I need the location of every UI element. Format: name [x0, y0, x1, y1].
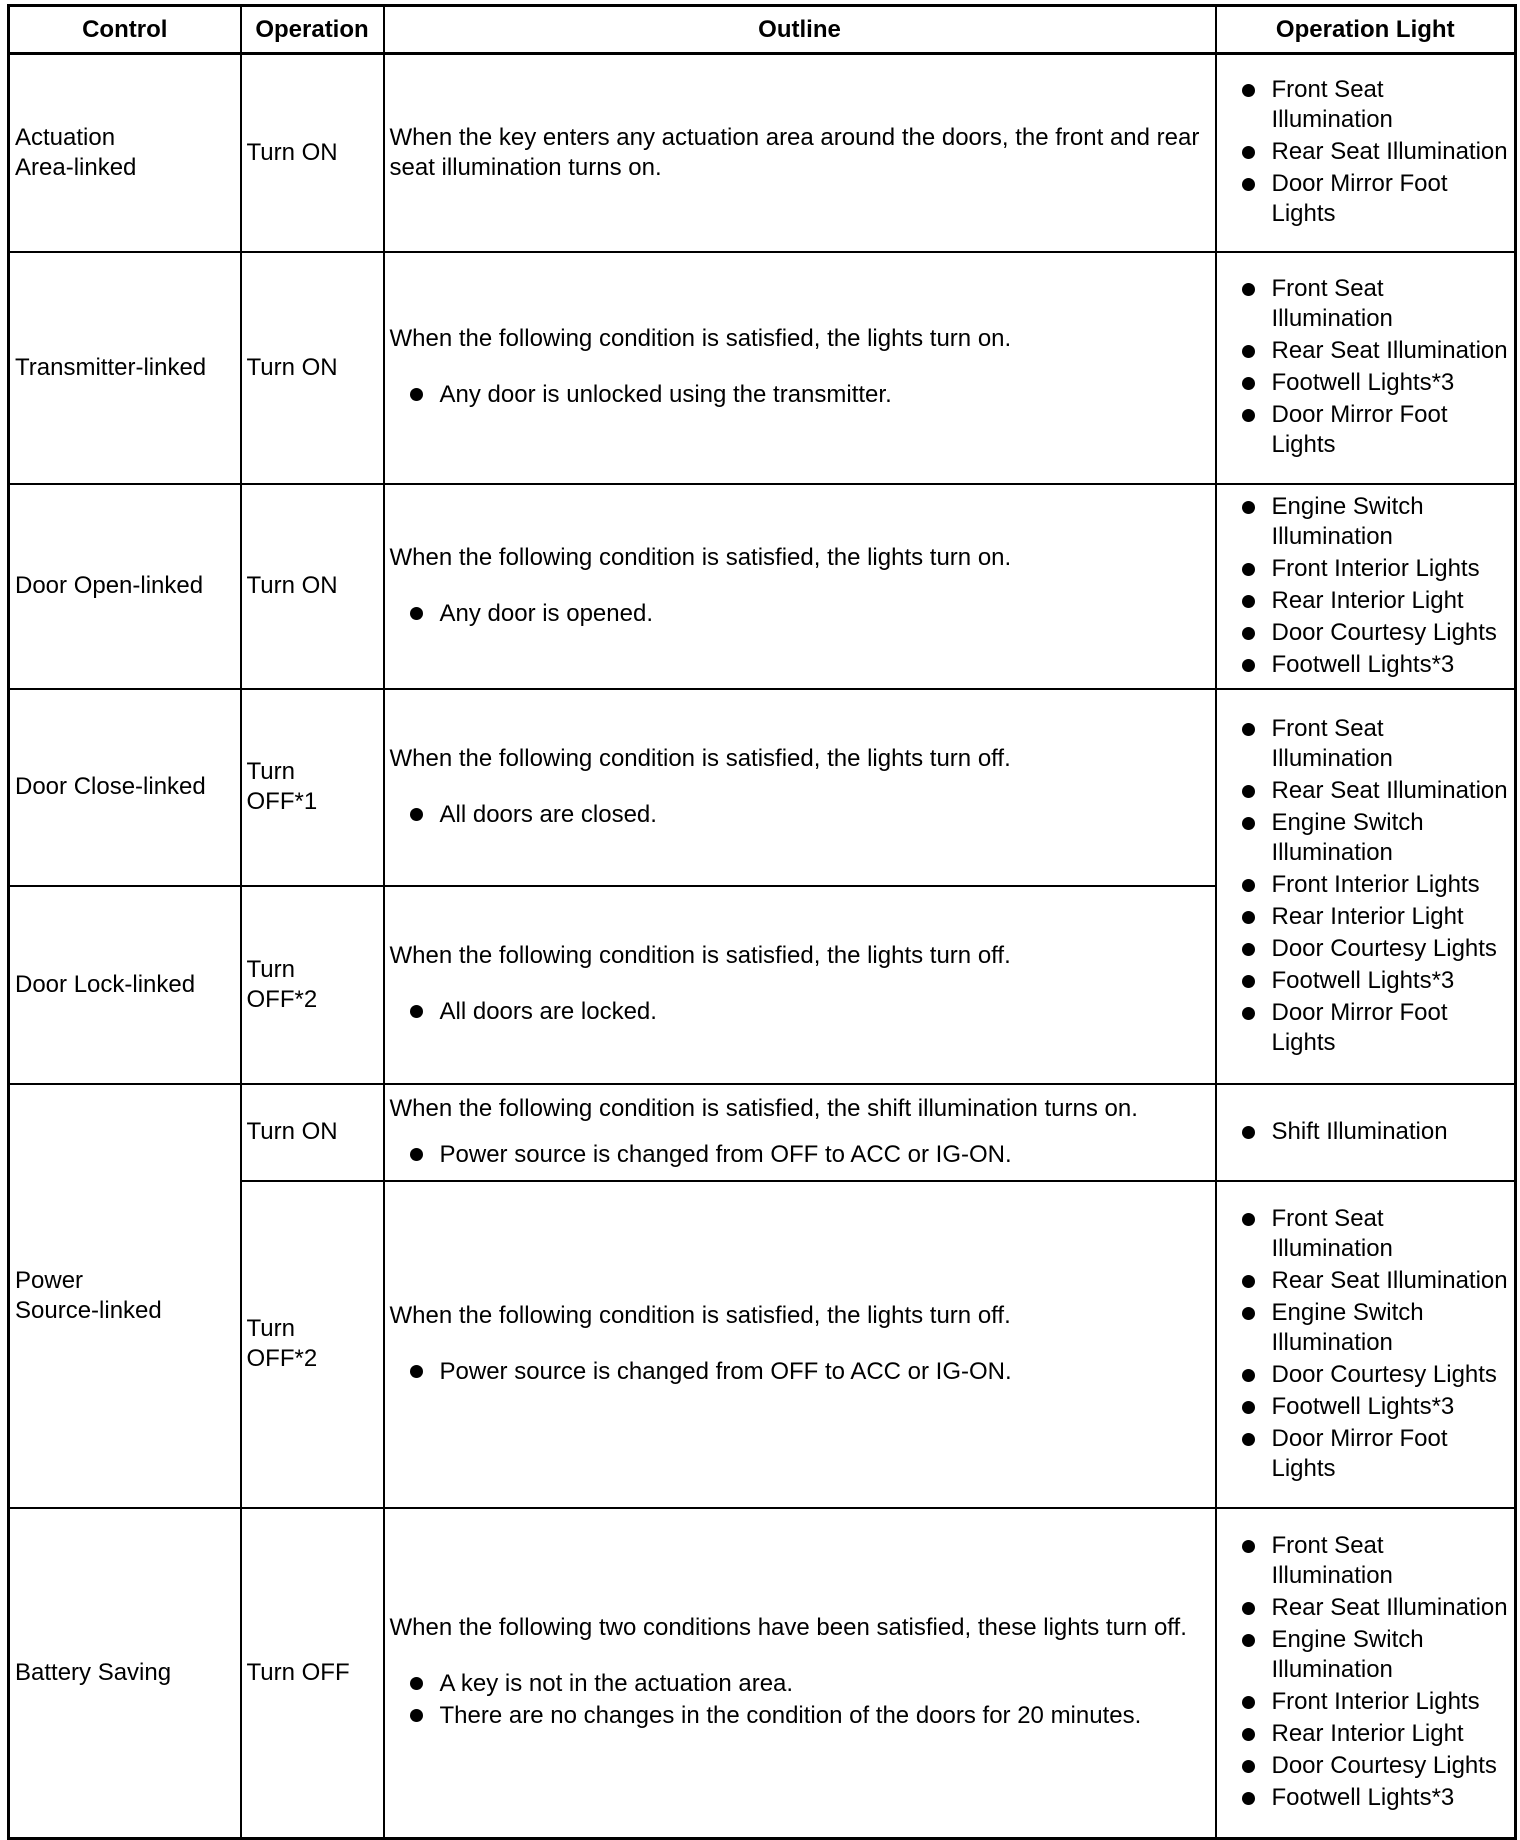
operation-light-cell: [1216, 1084, 1516, 1181]
light-label: Front Seat Illumination: [1271, 714, 1393, 772]
light-list: [1222, 274, 1510, 460]
table-row: [9, 54, 1516, 252]
light-label: Door Mirror Foot Lights: [1271, 1424, 1448, 1482]
bullet-icon: [1242, 659, 1255, 672]
list-item: [1242, 808, 1510, 868]
operation-label: Turn ON: [246, 1118, 338, 1145]
bullet-icon: [410, 388, 423, 401]
light-label: Footwell Lights*3: [1271, 1392, 1455, 1420]
operation-label: Turn OFF*2: [246, 1315, 318, 1372]
operation-cell: [241, 54, 384, 252]
light-label: Door Courtesy Lights: [1271, 934, 1497, 962]
light-label: Rear Seat Illumination: [1271, 138, 1508, 166]
bullet-icon: [1242, 1792, 1255, 1805]
outline-text: When the following condition is satisfied, the lights turn off.: [389, 744, 1011, 772]
condition-text: All doors are locked.: [439, 998, 657, 1025]
light-label: Footwell Lights*3: [1271, 966, 1455, 994]
light-list: [1222, 75, 1510, 229]
control-label: Power Source-linked: [15, 1266, 162, 1324]
list-item: [1242, 618, 1510, 648]
light-label: Front Seat Illumination: [1271, 1204, 1393, 1262]
control-label: Door Close-linked: [15, 773, 206, 800]
light-label: Front Seat Illumination: [1271, 1532, 1393, 1590]
list-item: [1242, 1298, 1510, 1358]
light-label: Front Interior Lights: [1271, 1688, 1480, 1716]
condition-text: All doors are closed.: [439, 800, 657, 828]
bullet-icon: [1242, 817, 1255, 830]
operation-label: Turn ON: [246, 138, 338, 166]
list-item: [410, 1139, 1210, 1171]
bullet-icon: [1242, 146, 1255, 159]
condition-text: There are no changes in the condition of the doors for 20 minutes.: [439, 1702, 1142, 1730]
list-item: [1242, 169, 1510, 229]
bullet-icon: [1242, 377, 1255, 390]
illumination-control-table: [7, 4, 1517, 1840]
condition-text: A key is not in the actuation area.: [439, 1670, 794, 1698]
light-label: Front Interior Lights: [1271, 870, 1480, 898]
bullet-icon: [410, 1365, 423, 1378]
bullet-icon: [1242, 911, 1255, 924]
outline-cell: [384, 886, 1216, 1084]
bullet-icon: [1242, 1540, 1255, 1553]
outline-cell: [384, 1181, 1216, 1508]
light-label: Engine Switch Illumination: [1271, 492, 1424, 550]
bullet-icon: [410, 1148, 423, 1161]
outline-text: When the following condition is satisfied, the lights turn off.: [389, 942, 1011, 969]
light-list: [1222, 1117, 1510, 1147]
list-item: [1242, 966, 1510, 996]
table-row: [9, 484, 1516, 689]
bullet-icon: [1242, 943, 1255, 956]
list-item: [1242, 1783, 1510, 1813]
list-item: [1242, 1360, 1510, 1390]
light-label: Door Courtesy Lights: [1271, 618, 1497, 646]
list-item: [1242, 75, 1510, 135]
table-row: [9, 1508, 1516, 1839]
outline-cell: [384, 1084, 1216, 1181]
list-item: [410, 996, 1210, 1028]
control-cell: [9, 1508, 241, 1839]
bullet-icon: [1242, 178, 1255, 191]
bullet-icon: [1242, 84, 1255, 97]
outline-text: When the key enters any actuation area around the doors, the front and rear seat illumination turns on.: [389, 123, 1200, 181]
bullet-icon: [1242, 1369, 1255, 1382]
light-list: [1222, 492, 1510, 680]
control-cell: [9, 689, 241, 886]
bullet-icon: [1242, 563, 1255, 576]
bullet-icon: [410, 607, 423, 620]
light-label: Engine Switch Illumination: [1271, 1626, 1424, 1684]
operation-light-cell: [1216, 689, 1516, 1084]
operation-light-cell: [1216, 1181, 1516, 1508]
outline-text: When the following condition is satisfied, the shift illumination turns on.: [389, 1094, 1138, 1122]
list-item: [1242, 274, 1510, 334]
bullet-icon: [410, 1677, 423, 1690]
bullet-icon: [410, 1709, 423, 1722]
bullet-icon: [1242, 1275, 1255, 1288]
light-label: Rear Interior Light: [1271, 902, 1464, 930]
light-label: Door Mirror Foot Lights: [1271, 401, 1448, 458]
bullet-icon: [1242, 1401, 1255, 1414]
list-item: [1242, 1266, 1510, 1296]
header-row: [9, 6, 1516, 54]
bullet-icon: [1242, 723, 1255, 736]
outline-text: When the following two conditions have been satisfied, these lights turn off.: [389, 1614, 1187, 1642]
condition-text: Power source is changed from OFF to ACC or IG-ON.: [439, 1140, 1012, 1168]
condition-text: Any door is unlocked using the transmitter.: [439, 381, 892, 408]
list-item: [1242, 137, 1510, 167]
control-label: Door Lock-linked: [15, 970, 196, 998]
list-item: [1242, 1204, 1510, 1264]
list-item: [1242, 1392, 1510, 1422]
operation-cell: [241, 886, 384, 1084]
light-label: Rear Interior Light: [1271, 1720, 1464, 1748]
light-label: Front Seat Illumination: [1271, 275, 1393, 332]
table-row: [9, 1084, 1516, 1181]
control-cell: [9, 54, 241, 252]
outline-cell: [384, 689, 1216, 886]
bullet-icon: [1242, 975, 1255, 988]
operation-cell: [241, 484, 384, 689]
light-list: [1222, 714, 1510, 1058]
light-label: Front Seat Illumination: [1271, 76, 1393, 134]
list-item: [1242, 1751, 1510, 1781]
operation-light-cell: [1216, 54, 1516, 252]
control-cell: [9, 252, 241, 484]
list-item: [1242, 1531, 1510, 1591]
light-label: Front Interior Lights: [1271, 554, 1480, 582]
header-operation-light: Operation Light: [1216, 6, 1516, 54]
operation-cell: [241, 689, 384, 886]
list-item: [410, 1668, 1210, 1700]
bullet-icon: [1242, 1213, 1255, 1226]
bullet-icon: [1242, 1696, 1255, 1709]
operation-label: Turn ON: [246, 353, 338, 381]
list-item: [1242, 1687, 1510, 1717]
light-label: Rear Seat Illumination: [1271, 1594, 1508, 1622]
outline-cell: [384, 484, 1216, 689]
list-item: [1242, 870, 1510, 900]
condition-list: [390, 799, 1210, 831]
operation-label: Turn ON: [246, 572, 338, 599]
list-item: [1242, 1117, 1510, 1147]
list-item: [1242, 1424, 1510, 1484]
control-cell: [9, 886, 241, 1084]
control-label: Transmitter-linked: [15, 353, 207, 381]
operation-label: Turn OFF*1: [246, 758, 318, 815]
condition-list: [390, 996, 1210, 1028]
operation-label: Turn OFF*2: [246, 955, 318, 1013]
light-label: Footwell Lights*3: [1271, 650, 1455, 678]
outline-cell: [384, 252, 1216, 484]
light-label: Door Courtesy Lights: [1271, 1752, 1497, 1780]
list-item: [410, 1356, 1210, 1388]
list-item: [1242, 336, 1510, 366]
list-item: [1242, 586, 1510, 616]
bullet-icon: [410, 808, 423, 821]
table-row: [9, 689, 1516, 886]
bullet-icon: [1242, 1728, 1255, 1741]
control-label: Actuation Area-linked: [15, 123, 137, 181]
light-label: Engine Switch Illumination: [1271, 1298, 1424, 1356]
control-cell: [9, 1084, 241, 1508]
outline-cell: [384, 1508, 1216, 1839]
light-label: Footwell Lights*3: [1271, 1784, 1455, 1812]
list-item: [410, 598, 1210, 630]
bullet-icon: [1242, 283, 1255, 296]
list-item: [410, 799, 1210, 831]
light-label: Door Mirror Foot Lights: [1271, 170, 1448, 228]
list-item: [1242, 400, 1510, 460]
bullet-icon: [1242, 501, 1255, 514]
operation-cell: [241, 1508, 384, 1839]
list-item: [410, 379, 1210, 411]
outline-text: When the following condition is satisfied, the lights turn on.: [389, 325, 1012, 352]
bullet-icon: [1242, 1634, 1255, 1647]
light-list: [1222, 1204, 1510, 1484]
list-item: [1242, 714, 1510, 774]
control-cell: [9, 484, 241, 689]
header-operation: Operation: [241, 6, 384, 54]
list-item: [1242, 902, 1510, 932]
table-row: [9, 252, 1516, 484]
list-item: [1242, 1625, 1510, 1685]
bullet-icon: [1242, 345, 1255, 358]
outline-text: When the following condition is satisfied, the lights turn on.: [389, 543, 1012, 571]
condition-text: Any door is opened.: [439, 599, 653, 627]
light-list: [1222, 1531, 1510, 1813]
bullet-icon: [1242, 1007, 1255, 1020]
outline-text: When the following condition is satisfied, the lights turn off.: [389, 1301, 1011, 1329]
condition-list: [390, 1356, 1210, 1388]
light-label: Rear Seat Illumination: [1271, 337, 1508, 364]
operation-cell: [241, 1084, 384, 1181]
list-item: [1242, 934, 1510, 964]
header-control: Control: [9, 6, 241, 54]
light-label: Rear Seat Illumination: [1271, 776, 1508, 804]
condition-list: [390, 1139, 1210, 1171]
operation-cell: [241, 1181, 384, 1508]
light-label: Door Courtesy Lights: [1271, 1360, 1497, 1388]
operation-light-cell: [1216, 252, 1516, 484]
bullet-icon: [1242, 879, 1255, 892]
condition-list: [390, 379, 1210, 411]
outline-cell: [384, 54, 1216, 252]
operation-label: Turn OFF: [246, 1658, 350, 1686]
light-label: Rear Interior Light: [1271, 586, 1464, 614]
list-item: [1242, 650, 1510, 680]
bullet-icon: [1242, 595, 1255, 608]
light-label: Door Mirror Foot Lights: [1271, 998, 1448, 1056]
bullet-icon: [1242, 627, 1255, 640]
bullet-icon: [1242, 1433, 1255, 1446]
bullet-icon: [1242, 409, 1255, 422]
control-label: Door Open-linked: [15, 572, 204, 599]
list-item: [1242, 492, 1510, 552]
bullet-icon: [1242, 1126, 1255, 1139]
list-item: [410, 1700, 1210, 1732]
light-label: Shift Illumination: [1271, 1117, 1448, 1145]
list-item: [1242, 1593, 1510, 1623]
list-item: [1242, 368, 1510, 398]
condition-text: Power source is changed from OFF to ACC or IG-ON.: [439, 1357, 1012, 1385]
bullet-icon: [1242, 785, 1255, 798]
list-item: [1242, 1719, 1510, 1749]
list-item: [1242, 554, 1510, 584]
list-item: [1242, 776, 1510, 806]
light-label: Footwell Lights*3: [1271, 369, 1455, 396]
condition-list: [390, 1668, 1210, 1732]
light-label: Rear Seat Illumination: [1271, 1266, 1508, 1294]
operation-cell: [241, 252, 384, 484]
bullet-icon: [1242, 1760, 1255, 1773]
operation-light-cell: [1216, 484, 1516, 689]
condition-list: [390, 598, 1210, 630]
bullet-icon: [1242, 1602, 1255, 1615]
header-outline: Outline: [384, 6, 1216, 54]
list-item: [1242, 998, 1510, 1058]
bullet-icon: [410, 1005, 423, 1018]
operation-light-cell: [1216, 1508, 1516, 1839]
control-label: Battery Saving: [15, 1658, 172, 1686]
bullet-icon: [1242, 1307, 1255, 1320]
light-label: Engine Switch Illumination: [1271, 808, 1424, 866]
